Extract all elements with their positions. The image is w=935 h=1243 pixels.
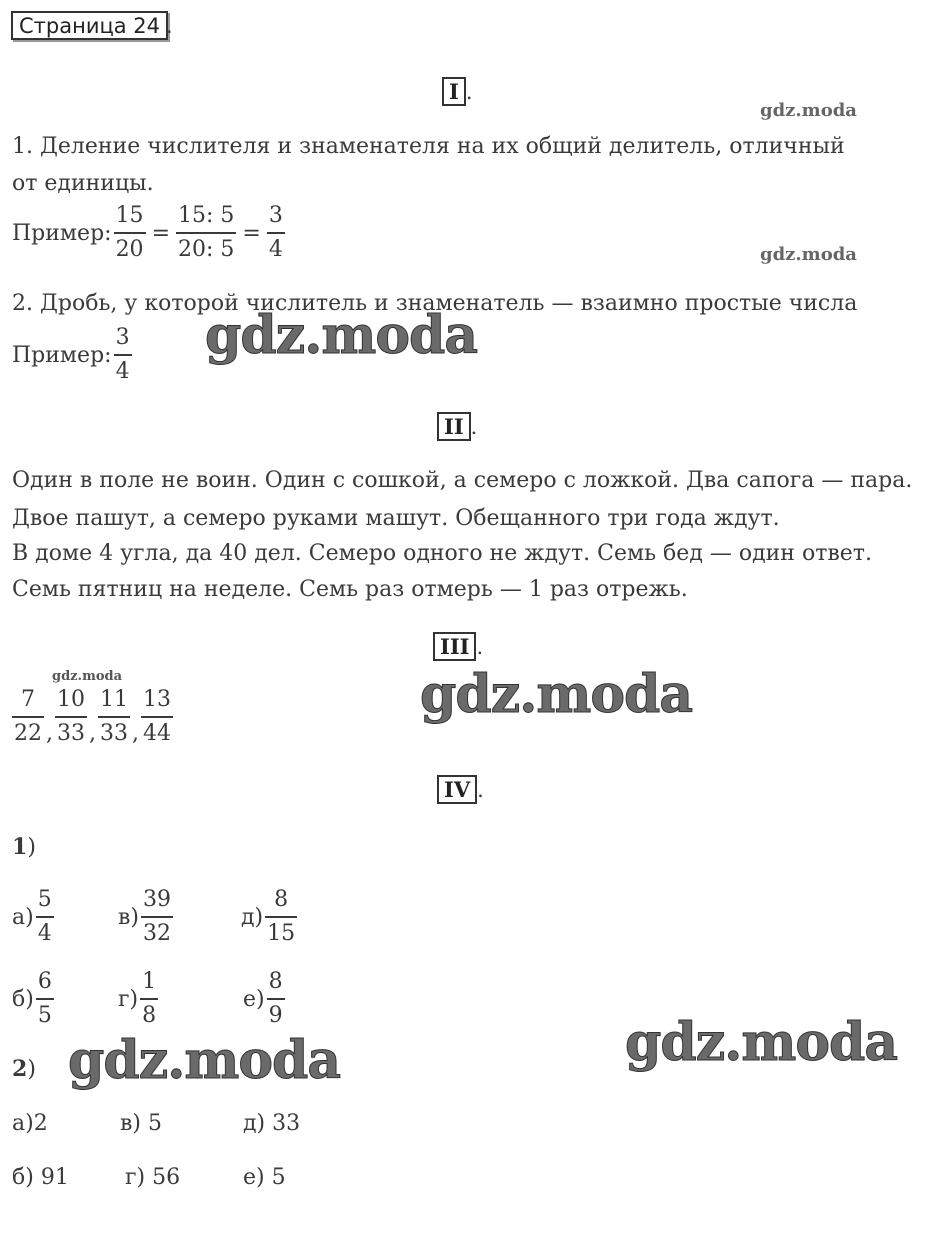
fraction <box>140 966 158 1032</box>
answer-label: г) <box>118 986 139 1012</box>
watermark: gdz.moda <box>625 1012 898 1073</box>
denominator: 44 <box>143 721 171 746</box>
numerator: 15: 5 <box>178 203 235 228</box>
denominator: 20: 5 <box>178 237 235 262</box>
fraction <box>114 322 132 388</box>
section-iii-label: III <box>433 632 476 661</box>
denominator: 4 <box>115 359 130 384</box>
denominator: 4 <box>268 237 283 262</box>
answer-b <box>12 966 56 1032</box>
fraction <box>36 966 54 1032</box>
fraction <box>267 200 285 266</box>
answer-e <box>243 966 287 1032</box>
example-label: Пример: <box>12 342 112 368</box>
question-paren: ) <box>27 1057 36 1082</box>
question-paren: ) <box>27 835 36 860</box>
answer-v <box>118 884 175 950</box>
section-iv-dot: . <box>477 778 484 802</box>
denominator: 9 <box>268 1003 283 1028</box>
equals-sign: = <box>242 220 261 246</box>
fraction <box>141 684 173 750</box>
fraction <box>36 884 54 950</box>
equals-sign: = <box>151 220 170 246</box>
q2-answer-b: б) 91 <box>12 1165 69 1190</box>
section-ii-dot: . <box>470 415 478 439</box>
section-i-dot: . <box>465 80 473 104</box>
proverb-line: Двое пашут, а семеро руками машут. Обещанного три года ждут. <box>12 506 780 531</box>
part1-item2: 2. Дробь, у которой числитель и знаменатель — взаимно простые числа <box>12 291 858 316</box>
numerator: 13 <box>143 687 171 712</box>
fraction-sequence <box>10 684 175 750</box>
section-iii-heading <box>433 634 483 660</box>
watermark: gdz.moda <box>68 1030 341 1091</box>
answer-label: е) <box>243 986 265 1012</box>
denominator: 4 <box>37 921 52 946</box>
answer-g <box>118 966 160 1032</box>
answer-label: б) <box>12 986 34 1012</box>
numerator: 7 <box>21 687 35 712</box>
q2-answer-g: г) 56 <box>125 1165 181 1190</box>
example-label: Пример: <box>12 220 112 246</box>
fraction <box>176 200 236 266</box>
fraction <box>12 684 44 750</box>
proverb-line: В доме 4 угла, да 40 дел. Семеро одного не ждут. Семь бед — один ответ. <box>12 541 872 566</box>
part1-example2 <box>12 322 134 388</box>
proverb-line: Семь пятниц на неделе. Семь раз отмерь — 1 раз отрежь. <box>12 577 688 602</box>
numerator: 11 <box>100 687 128 712</box>
watermark: gdz.moda <box>205 305 478 366</box>
answer-a <box>12 884 56 950</box>
denominator: 22 <box>14 721 42 746</box>
denominator: 5 <box>37 1003 52 1028</box>
numerator: 5 <box>37 887 52 912</box>
question-2-label <box>12 1054 36 1085</box>
watermark: gdz.moda <box>760 244 857 265</box>
denominator: 8 <box>142 1003 157 1028</box>
fraction <box>265 884 297 950</box>
fraction <box>98 684 130 750</box>
q2-answer-v: в) 5 <box>120 1111 162 1136</box>
question-1-label <box>12 832 36 863</box>
fraction <box>114 200 146 266</box>
q2-answer-a: а)2 <box>12 1111 48 1136</box>
section-i-label: I <box>442 77 466 106</box>
question-number: 1 <box>12 834 28 860</box>
comma: , <box>132 721 139 746</box>
question-number: 2 <box>12 1056 28 1082</box>
section-ii-label: II <box>437 412 471 441</box>
q2-answer-d: д) 33 <box>243 1111 301 1136</box>
numerator: 8 <box>274 887 289 912</box>
section-ii-heading <box>437 414 477 440</box>
denominator: 20 <box>115 237 144 262</box>
numerator: 3 <box>115 325 130 350</box>
answer-label: д) <box>241 904 264 930</box>
answer-label: в) <box>118 904 139 930</box>
denominator: 33 <box>100 721 128 746</box>
part1-item1-line2: от единицы. <box>12 171 154 196</box>
answer-label: а) <box>12 904 34 930</box>
q2-answer-e: е) 5 <box>243 1165 286 1190</box>
numerator: 3 <box>268 203 283 228</box>
section-iii-dot: . <box>476 635 484 659</box>
watermark: gdz.moda <box>52 669 123 684</box>
comma: , <box>89 721 96 746</box>
comma: , <box>46 721 53 746</box>
section-i-heading <box>442 79 473 105</box>
numerator: 15 <box>115 203 144 228</box>
numerator: 6 <box>37 969 52 994</box>
denominator: 33 <box>57 721 85 746</box>
page-label-dot: . <box>166 14 173 38</box>
part1-item1-line1: 1. Деление числителя и знаменателя на их общий делитель, отличный <box>12 134 845 159</box>
denominator: 32 <box>142 921 171 946</box>
page-number-label: Страница 24 <box>11 11 168 40</box>
fraction <box>141 884 173 950</box>
numerator: 8 <box>268 969 283 994</box>
numerator: 10 <box>57 687 85 712</box>
fraction <box>267 966 285 1032</box>
fraction <box>55 684 87 750</box>
answer-d <box>241 884 299 950</box>
section-iv-heading <box>437 777 484 803</box>
section-iv-label: IV <box>437 775 477 804</box>
numerator: 1 <box>142 969 157 994</box>
proverb-line: Один в поле не воин. Один с сошкой, а семеро с ложкой. Два сапога — пара. <box>12 468 913 493</box>
watermark: gdz.moda <box>760 100 857 121</box>
watermark: gdz.moda <box>420 664 693 725</box>
denominator: 15 <box>267 921 296 946</box>
part1-example1 <box>12 200 287 266</box>
numerator: 39 <box>142 887 171 912</box>
